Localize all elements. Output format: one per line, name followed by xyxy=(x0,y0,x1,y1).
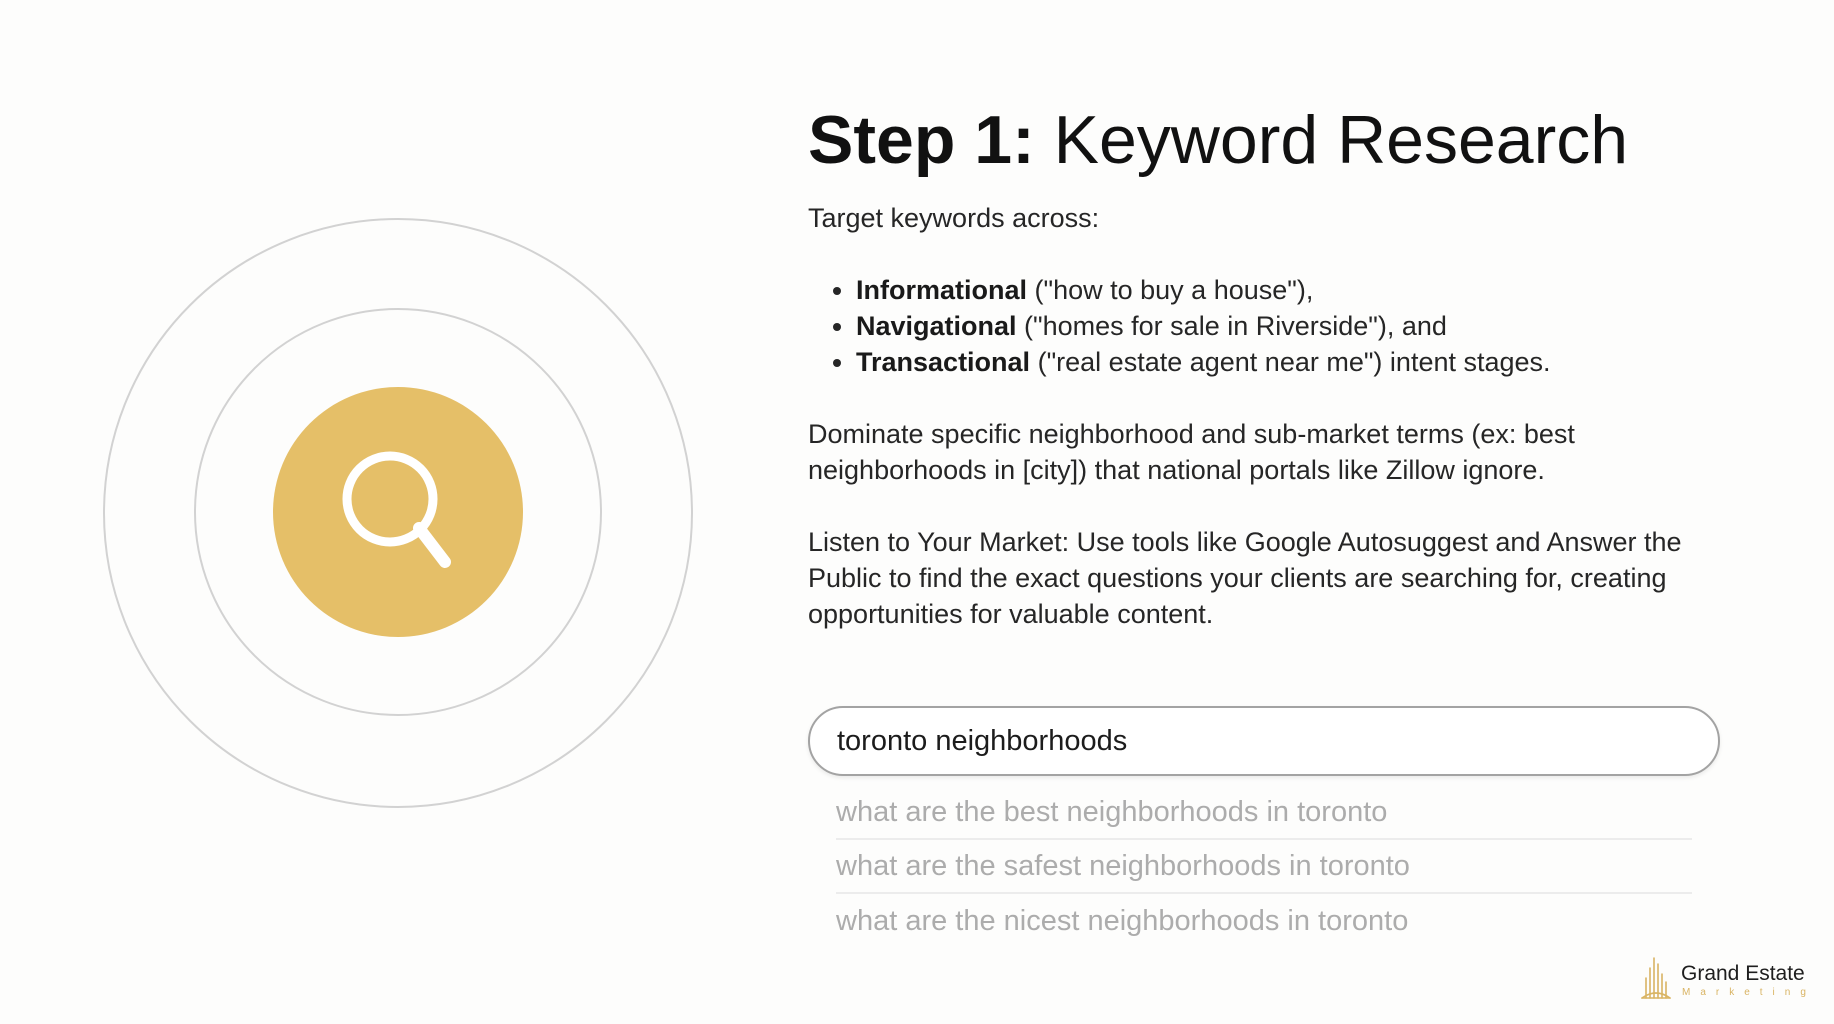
brand-tagline: Marketing xyxy=(1682,987,1816,998)
intent-label: Navigational xyxy=(856,311,1017,341)
paragraph-neighborhoods: Dominate specific neighborhood and sub-market terms (ex: best neighborhoods in [city]) that national portals like Zillow ignore. xyxy=(808,419,1575,485)
intent-label: Informational xyxy=(856,275,1028,305)
list-item xyxy=(856,272,1748,308)
search-icon xyxy=(273,387,523,637)
suggestion-item[interactable]: what are the best neighborhoods in toronto xyxy=(836,786,1692,840)
body-content xyxy=(808,200,1748,632)
intent-label: Transactional xyxy=(856,347,1031,377)
suggestion-item[interactable]: what are the nicest neighborhoods in toronto xyxy=(836,904,1409,937)
page-title xyxy=(808,100,1628,180)
brand-logo xyxy=(1636,954,1826,1004)
intent-list xyxy=(808,272,1748,380)
search-suggestions xyxy=(836,786,1692,948)
intent-text: ("how to buy a house"), xyxy=(1027,275,1314,305)
brand-name: Grand Estate xyxy=(1681,962,1805,985)
intent-text: ("homes for sale in Riverside"), and xyxy=(1016,311,1447,341)
paragraph-listen: Listen to Your Market: Use tools like Google Autosuggest and Answer the Public to find the exact questions your clients are searching for, creating opportunities for valuable content. xyxy=(808,527,1682,629)
list-item xyxy=(856,308,1748,344)
search-input[interactable] xyxy=(808,706,1720,776)
title-text: Keyword Research xyxy=(1034,102,1629,178)
search-query: toronto neighborhoods xyxy=(837,724,1128,757)
building-columns-icon xyxy=(1636,954,1676,1004)
intent-text: ("real estate agent near me") intent stages. xyxy=(1030,347,1551,377)
search-icon-disc xyxy=(273,387,523,637)
suggestion-item[interactable]: what are the safest neighborhoods in toronto xyxy=(836,840,1692,894)
intro-text: Target keywords across: xyxy=(808,203,1100,233)
list-item xyxy=(856,344,1748,380)
title-step: Step 1: xyxy=(808,102,1035,178)
